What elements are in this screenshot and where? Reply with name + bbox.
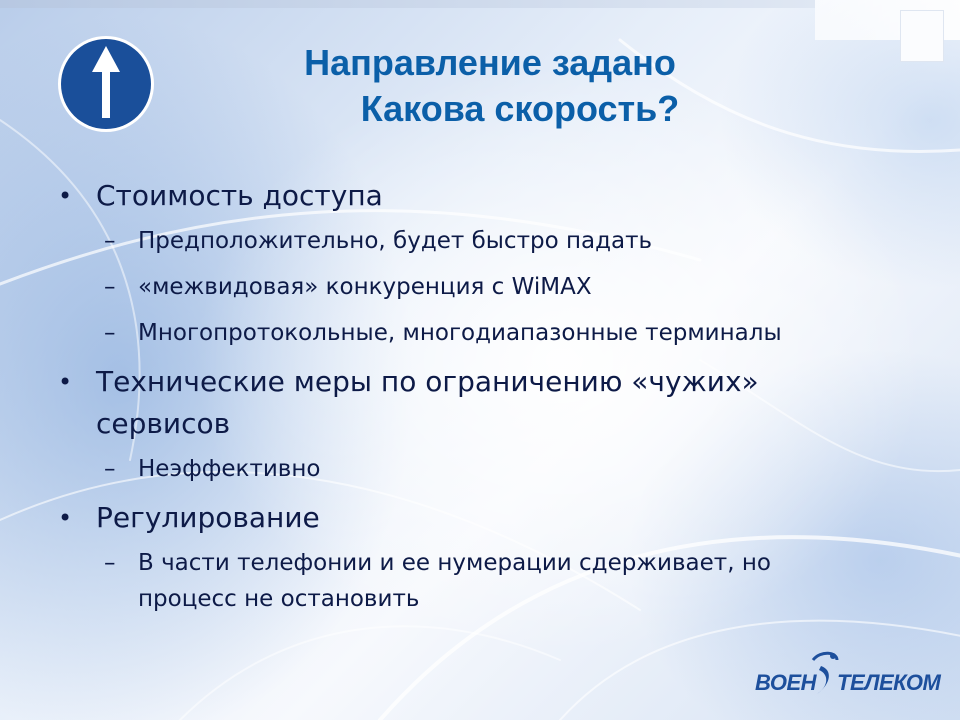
bullet-text: Регулирование [96, 501, 320, 534]
bullet-text-line-2: сервисов [96, 407, 231, 440]
dash-glyph: – [104, 550, 116, 576]
slide-title [230, 40, 750, 132]
bullet-item [56, 497, 916, 539]
sub-bullet-text: Многопротокольные, многодиапазонные терминалы [138, 320, 782, 346]
top-bar [0, 0, 815, 8]
sub-bullet-text: Предположительно, будет быстро падать [138, 228, 653, 254]
company-logo [755, 650, 945, 700]
dash-glyph: – [104, 274, 116, 300]
bullet-item [56, 175, 916, 217]
logo-right-text: ТЕЛЕКОМ [837, 670, 941, 695]
corner-box [900, 10, 944, 62]
dash-glyph: – [104, 456, 116, 482]
one-way-up-arrow-sign-icon [56, 34, 156, 134]
sub-bullet-item [56, 269, 916, 305]
sub-bullet-item [56, 223, 916, 259]
title-line-1: Направление задано [304, 42, 676, 83]
sub-bullet-item [56, 545, 916, 617]
dash-glyph: – [104, 228, 116, 254]
dash-glyph: – [104, 320, 116, 346]
bullet-item [56, 361, 916, 445]
bullet-glyph: • [58, 368, 73, 396]
sub-bullet-item [56, 315, 916, 351]
title-line-2: Какова скорость? [360, 88, 680, 129]
sub-bullet-item [56, 451, 916, 487]
sub-bullet-text: Неэффективно [138, 456, 321, 482]
bullet-text-line-1: Технические меры по ограничению «чужих» [96, 365, 759, 398]
bullet-list [56, 175, 916, 627]
sub-bullet-text-line-2: процесс не остановить [138, 586, 420, 612]
bullet-text: Стоимость доступа [96, 179, 383, 212]
bullet-glyph: • [58, 504, 73, 532]
bullet-glyph: • [58, 182, 73, 210]
sub-bullet-text: «межвидовая» конкуренция с WiMAX [138, 274, 592, 300]
logo-left-text: ВОЕН [755, 670, 817, 695]
sub-bullet-text-line-1: В части телефонии и ее нумерации сдерживает, но [138, 550, 771, 576]
